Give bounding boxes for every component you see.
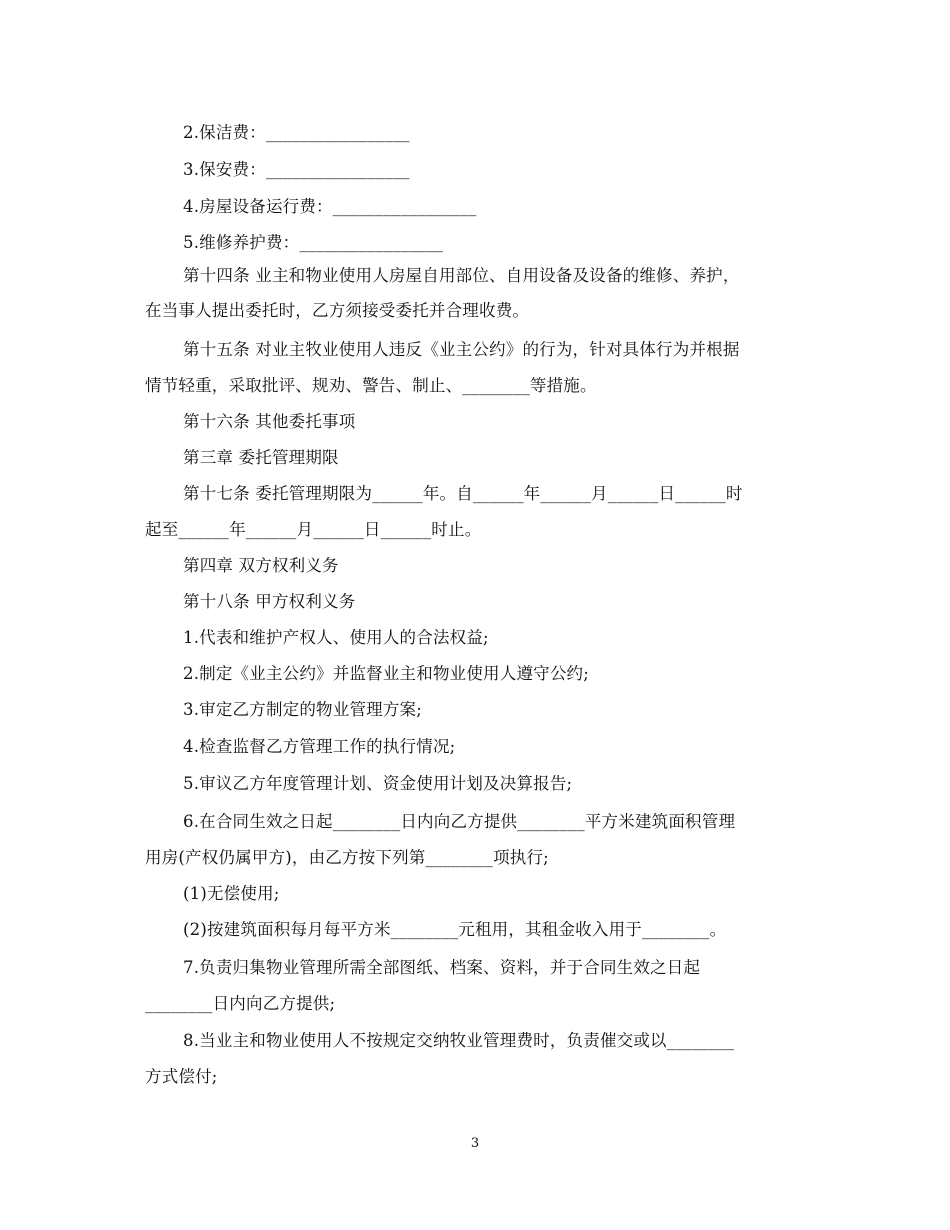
article-17-line-1: 第十七条 委托管理期限为______年。自______年______月______日______时 — [183, 484, 743, 503]
fee-item-equipment: 4.房屋设备运行费：_________________ — [183, 197, 477, 216]
fee-item-maintenance: 5.维修养护费：_________________ — [183, 233, 443, 252]
fee-item-security: 3.保安费：_________________ — [183, 160, 410, 179]
article-16-heading: 第十六条 其他委托事项 — [183, 412, 356, 431]
party-a-item-2: 2.制定《业主公约》并监督业主和物业使用人遵守公约; — [183, 664, 590, 683]
party-a-item-6-option-2: (2)按建筑面积每月每平方米________元租用，其租金收入用于________。 — [183, 920, 727, 939]
article-14-line-1: 第十四条 业主和物业使用人房屋自用部位、自用设备及设备的维修、养护， — [183, 266, 740, 285]
party-a-item-7-line-1: 7.负责归集物业管理所需全部图纸、档案、资料，并于合同生效之日起 — [183, 958, 701, 977]
party-a-item-7-line-2: ________日内向乙方提供; — [145, 994, 336, 1013]
party-a-item-3: 3.审定乙方制定的物业管理方案; — [183, 700, 423, 719]
fee-item-cleaning: 2.保洁费：_________________ — [183, 123, 410, 142]
party-a-item-1: 1.代表和维护产权人、使用人的合法权益; — [183, 628, 489, 647]
party-a-item-4: 4.检查监督乙方管理工作的执行情况; — [183, 737, 456, 756]
article-18-heading: 第十八条 甲方权利义务 — [183, 592, 356, 611]
article-15-line-2: 情节轻重，采取批评、规劝、警告、制止、________等措施。 — [145, 376, 597, 395]
party-a-item-6-line-1: 6.在合同生效之日起________日内向乙方提供________平方米建筑面积管理 — [183, 812, 736, 831]
chapter-4-heading: 第四章 双方权利义务 — [183, 556, 339, 575]
page-number: 3 — [470, 1136, 480, 1151]
party-a-item-6-option-1: (1)无偿使用; — [183, 884, 280, 903]
chapter-3-heading: 第三章 委托管理期限 — [183, 448, 339, 467]
party-a-item-5: 5.审议乙方年度管理计划、资金使用计划及决算报告; — [183, 774, 573, 793]
party-a-item-8-line-2: 方式偿付; — [145, 1067, 218, 1086]
party-a-item-6-line-2: 用房(产权仍属甲方)，由乙方按下列第________项执行; — [145, 848, 549, 867]
article-14-line-2: 在当事人提出委托时，乙方须接受委托并合理收费。 — [145, 301, 530, 320]
article-15-line-1: 第十五条 对业主牧业使用人违反《业主公约》的行为，针对具体行为并根据 — [183, 340, 740, 359]
party-a-item-8-line-1: 8.当业主和物业使用人不按规定交纳牧业管理费时，负责催交或以________ — [183, 1031, 735, 1050]
article-17-line-2: 起至______年______月______日______时止。 — [145, 520, 482, 539]
